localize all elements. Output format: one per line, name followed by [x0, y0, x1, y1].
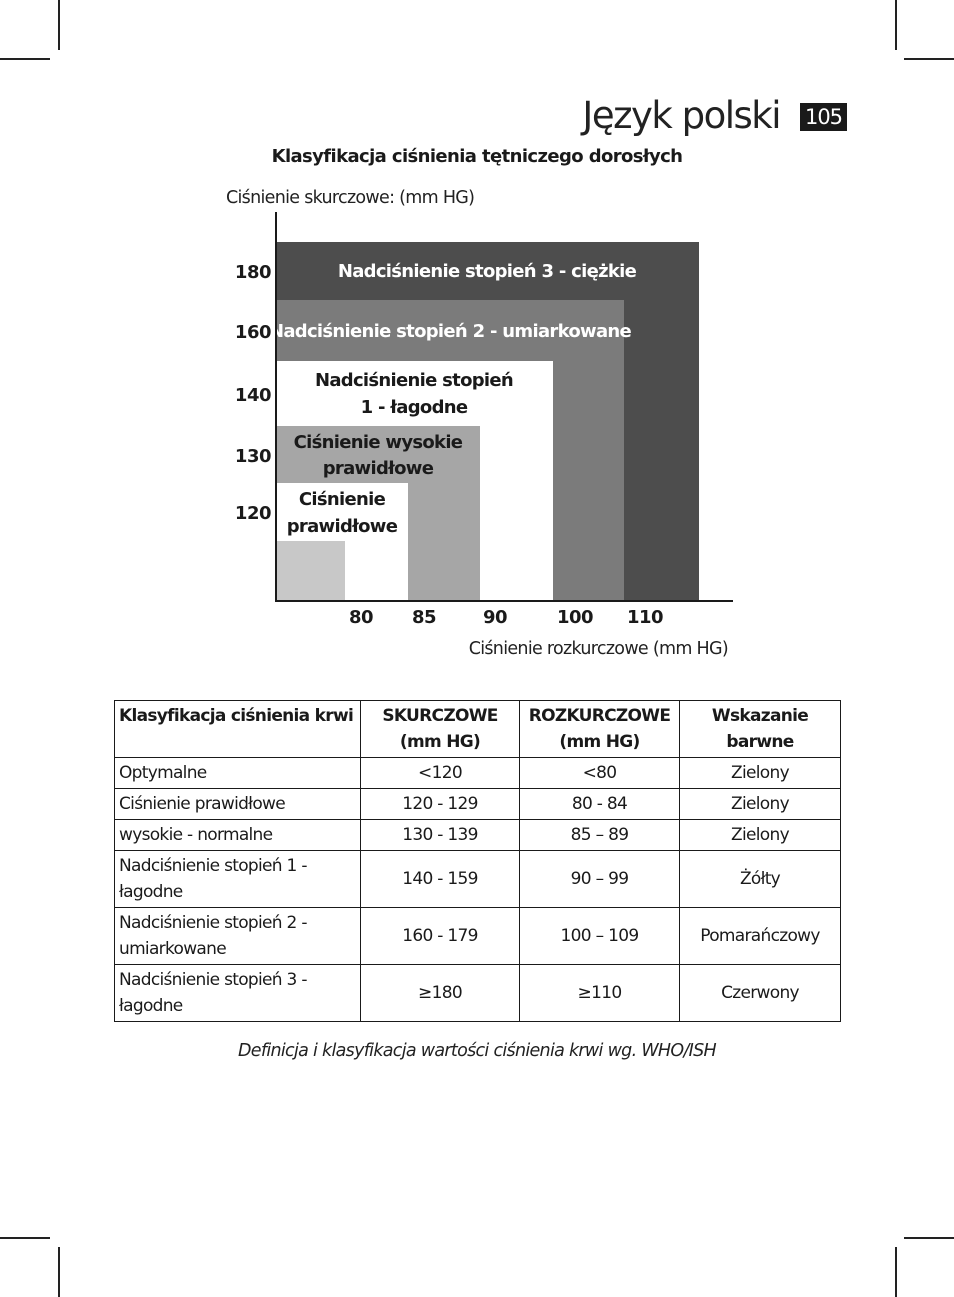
table-cell: Nadciśnienie stopień 3 - łagodne [115, 965, 361, 1022]
table-cell: 120 - 129 [361, 789, 520, 820]
region-label-0: Nadciśnienie stopień 3 - ciężkie [337, 261, 637, 282]
region-label-4: Ciśnienie [298, 489, 386, 510]
region-label-4: prawidłowe [286, 516, 398, 537]
x-tick-label: 90 [482, 607, 508, 628]
table-header-cell: Wskazanie barwne [680, 701, 841, 758]
table-header-row [115, 701, 841, 758]
table-cell: 80 - 84 [520, 789, 680, 820]
crop-mark [904, 1237, 954, 1239]
table-cell: 160 - 179 [361, 908, 520, 965]
bp-classification-table [114, 700, 841, 1022]
table-header-cell: ROZKURCZOWE (mm HG) [520, 701, 680, 758]
region-bar-5 [277, 541, 345, 600]
table-cell: Nadciśnienie stopień 2 - umiarkowane [115, 908, 361, 965]
crop-mark [895, 1247, 897, 1297]
table-cell: Pomarańczowy [680, 908, 841, 965]
table-cell: 90 – 99 [520, 851, 680, 908]
y-tick-label: 160 [234, 322, 271, 343]
table-cell: <120 [361, 758, 520, 789]
table-cell: ≥180 [361, 965, 520, 1022]
table-cell: Nadciśnienie stopień 1 - łagodne [115, 851, 361, 908]
table-cell: Czerwony [680, 965, 841, 1022]
page-title: Język polski [582, 94, 780, 137]
table-cell: 140 - 159 [361, 851, 520, 908]
table-row [115, 820, 841, 851]
table-header-cell: Klasyfikacja ciśnienia krwi [115, 701, 361, 758]
table-cell: <80 [520, 758, 680, 789]
crop-mark [0, 1237, 50, 1239]
region-label-3: prawidłowe [322, 458, 434, 479]
table-cell: Zielony [680, 820, 841, 851]
x-tick-label: 100 [556, 607, 594, 628]
table-cell: 85 – 89 [520, 820, 680, 851]
table-cell: ≥110 [520, 965, 680, 1022]
table-row [115, 758, 841, 789]
x-tick-label: 110 [626, 607, 664, 628]
table-row [115, 965, 841, 1022]
chart-title: Klasyfikacja ciśnienia tętniczego dorosłych [271, 146, 683, 167]
x-axis-label: Ciśnienie rozkurczowe (mm HG) [468, 639, 728, 659]
table-cell: 130 - 139 [361, 820, 520, 851]
table-cell: Żółty [680, 851, 841, 908]
table-cell: 100 – 109 [520, 908, 680, 965]
table-cell: Zielony [680, 758, 841, 789]
table-cell: wysokie - normalne [115, 820, 361, 851]
table-row [115, 789, 841, 820]
crop-mark [58, 1247, 60, 1297]
table-caption: Definicja i klasyfikacja wartości ciśnienia krwi wg. WHO/ISH [238, 1041, 716, 1061]
table-cell: Optymalne [115, 758, 361, 789]
table-row [115, 908, 841, 965]
y-axis-label: Ciśnienie skurczowe: (mm HG) [226, 188, 475, 208]
y-tick-label: 120 [234, 503, 271, 524]
region-label-2: 1 - łagodne [360, 397, 468, 418]
y-tick-label: 180 [234, 262, 271, 283]
region-label-3: Ciśnienie wysokie [293, 432, 463, 453]
region-label-2: Nadciśnienie stopień [314, 370, 514, 391]
y-tick-label: 130 [234, 446, 271, 467]
x-tick-label: 80 [348, 607, 374, 628]
table-header-cell: SKURCZOWE (mm HG) [361, 701, 520, 758]
table-row [115, 851, 841, 908]
table-cell: Zielony [680, 789, 841, 820]
x-tick-label: 85 [411, 607, 437, 628]
page-number: 105 [800, 103, 847, 131]
table-cell: Ciśnienie prawidłowe [115, 789, 361, 820]
region-label-1: Nadciśnienie stopień 2 - umiarkowane [268, 321, 632, 342]
y-tick-label: 140 [234, 385, 271, 406]
